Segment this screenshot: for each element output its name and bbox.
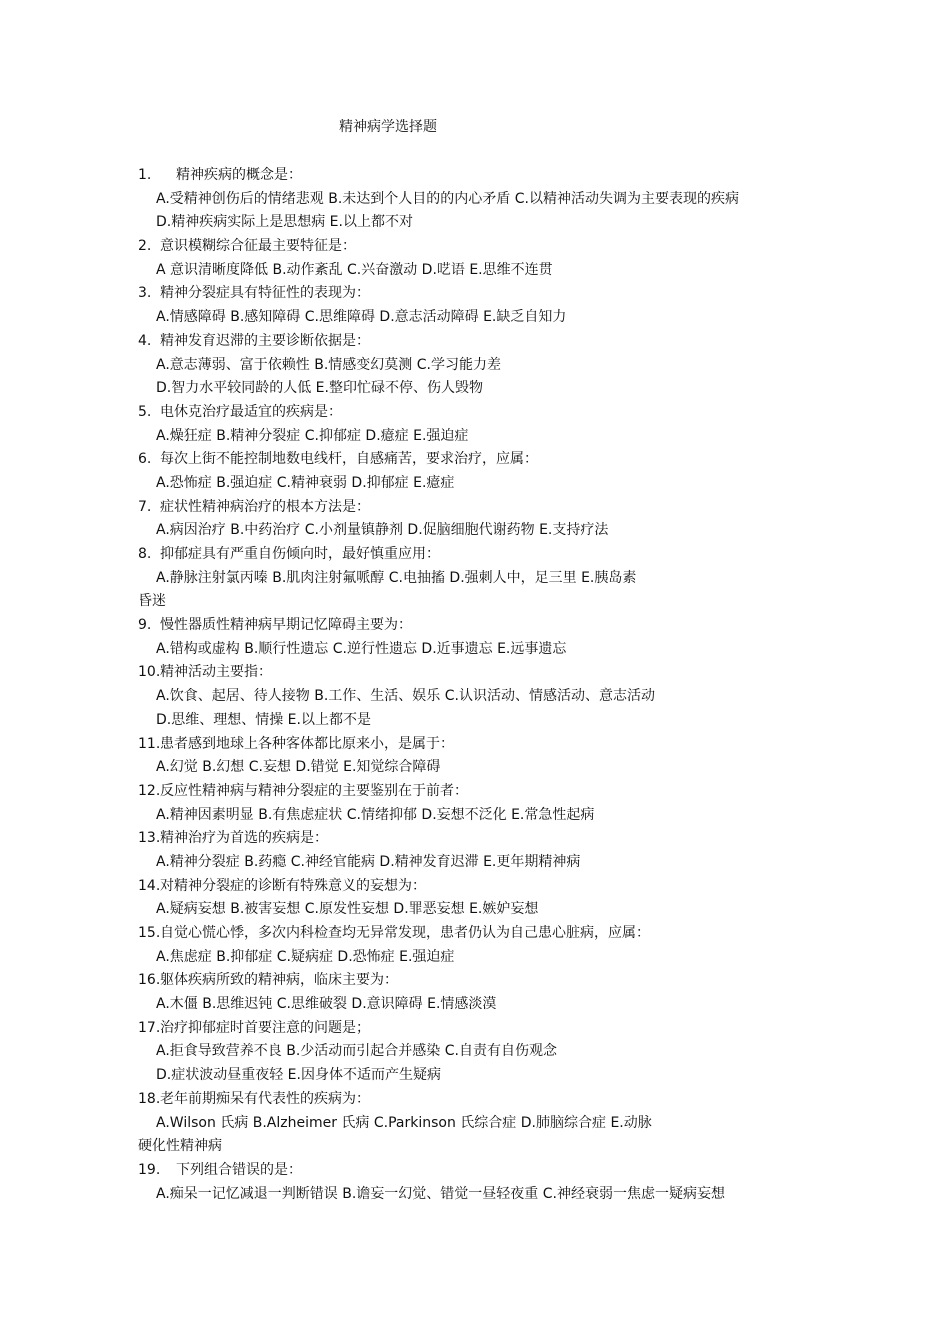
question-stem (138, 661, 828, 685)
question-number: 4. (138, 332, 152, 349)
question-stem (138, 827, 828, 851)
answer-options: D.精神疾病实际上是思想病 E.以上都不对 (156, 214, 413, 231)
question-number: 11. (138, 735, 161, 752)
answer-options-continuation: 硬化性精神病 (138, 1138, 222, 1155)
question-number: 6. (138, 451, 152, 468)
question-text: 自觉心慌心悸，多次内科检查均无异常发现，患者仍认为自己患心脏病，应属： (160, 925, 650, 941)
question-stem (138, 282, 828, 306)
question-number: 15. (138, 925, 161, 941)
question-number: 19. (138, 1161, 161, 1178)
answer-options: D.智力水平较同龄的人低 E.整印忙碌不停、伤人毁物 (156, 380, 483, 397)
answer-options: A.受精神创伤后的情绪悲观 B.未达到个人目的的内心矛盾 C.以精神活动失调为主要表现的疾病 (156, 190, 739, 207)
answer-options: A.恐怖症 B.强迫症 C.精神衰弱 D.抑郁症 E.癔症 (156, 474, 455, 491)
question-number: 12. (138, 782, 161, 799)
question-stem (138, 969, 828, 993)
answer-options: A.疑病妄想 B.被害妄想 C.原发性妄想 D.罪恶妄想 E.嫉妒妄想 (156, 901, 539, 918)
question-stem (138, 1159, 828, 1183)
answer-options: A.幻觉 B.幻想 C.妄想 D.错觉 E.知觉综合障碍 (156, 759, 441, 776)
answer-options: A.意志薄弱、富于依赖性 B.情感变幻莫测 C.学习能力差 (156, 356, 501, 373)
answer-options: A.错构或虚构 B.顺行性遗忘 C.逆行性遗忘 D.近事遗忘 E.远事遗忘 (156, 640, 567, 657)
answer-options-continuation: 昏迷 (138, 593, 166, 610)
answer-options: A.精神因素明显 B.有焦虑症状 C.情绪抑郁 D.妄想不泛化 E.常急性起病 (156, 806, 595, 823)
question-stem (138, 1088, 828, 1112)
answer-options: A.痴呆一记忆减退一判断错误 B.谵妄一幻觉、错觉一昼轻夜重 C.神经衰弱一焦虑一疑病妄想 (156, 1185, 725, 1202)
question-stem (138, 401, 828, 425)
question-number: 3. (138, 285, 152, 302)
question-number: 2. (138, 238, 152, 255)
question-text: 抑郁症具有严重自伤倾向时，最好慎重应用： (160, 546, 440, 562)
question-stem (138, 330, 828, 354)
question-text: 精神活动主要指： (160, 664, 272, 681)
question-stem (138, 780, 828, 804)
question-text: 反应性精神病与精神分裂症的主要鉴别在于前者： (160, 782, 468, 799)
question-number: 10. (138, 664, 161, 681)
question-stem (138, 164, 828, 188)
question-number: 5. (138, 403, 152, 420)
question-number: 18. (138, 1090, 161, 1107)
question-number: 1. (138, 167, 152, 183)
question-stem (138, 543, 828, 567)
question-text: 躯体疾病所致的精神病，临床主要为： (160, 972, 398, 989)
question-number: 13. (138, 830, 161, 847)
question-stem (138, 1017, 828, 1041)
question-text: 电休克治疗最适宜的疾病是： (160, 403, 342, 420)
question-number: 14. (138, 877, 161, 894)
question-text: 精神分裂症具有特征性的表现为： (160, 285, 370, 302)
question-text: 老年前期痴呆有代表性的疾病为： (160, 1090, 370, 1107)
question-text: 下列组合错误的是： (176, 1161, 302, 1178)
answer-options: A.饮食、起居、待人接物 B.工作、生活、娱乐 C.认识活动、情感活动、意志活动 (156, 688, 655, 705)
question-text: 意识模糊综合征最主要特征是： (160, 238, 356, 255)
question-text: 精神治疗为首选的疾病是： (160, 830, 328, 847)
question-number: 7. (138, 498, 152, 515)
answer-options: A.精神分裂症 B.药瘾 C.神经官能病 D.精神发育迟滞 E.更年期精神病 (156, 853, 581, 870)
answer-options: A.拒食导致营养不良 B.少活动而引起合并感染 C.自责有自伤观念 (156, 1043, 557, 1060)
question-number: 16. (138, 972, 161, 989)
page-title: 精神病学选择题 (339, 119, 437, 135)
question-text: 精神疾病的概念是： (176, 167, 302, 183)
question-stem (138, 733, 828, 757)
question-text: 对精神分裂症的诊断有特殊意义的妄想为： (160, 877, 426, 894)
question-stem (138, 922, 828, 946)
question-stem (138, 448, 828, 472)
question-number: 9. (138, 617, 152, 634)
question-list (138, 164, 828, 1206)
question-stem (138, 875, 828, 899)
question-stem (138, 496, 828, 520)
answer-options: A.木僵 B.思维迟钝 C.思维破裂 D.意识障碍 E.情感淡漠 (156, 996, 497, 1013)
answer-options: D.症状波动昼重夜轻 E.因身体不适而产生疑病 (156, 1067, 441, 1084)
question-number: 17. (138, 1019, 161, 1036)
question-text: 治疗抑郁症时首要注意的问题是； (160, 1019, 370, 1036)
question-text: 患者感到地球上各种客体都比原来小，是属于： (160, 735, 454, 752)
question-number: 8. (138, 546, 152, 562)
answer-options: A.静脉注射氯丙嗪 B.肌肉注射氟哌醇 C.电抽搐 D.强刺人中，足三里 E.胰岛素 (156, 569, 637, 586)
question-stem (138, 614, 828, 638)
question-text: 每次上街不能控制地数电线杆，自感痛苦，要求治疗，应属： (160, 451, 538, 468)
answer-options: A.Wilson 氏病 B.Alzheimer 氏病 C.Parkinson 氏综合症 D.肺脑综合症 E.动脉 (156, 1114, 652, 1131)
answer-options: A.焦虑症 B.抑郁症 C.疑病症 D.恐怖症 E.强迫症 (156, 948, 455, 965)
answer-options: A.情感障碍 B.感知障碍 C.思维障碍 D.意志活动障碍 E.缺乏自知力 (156, 309, 567, 326)
question-text: 精神发育迟滞的主要诊断依据是： (160, 332, 370, 349)
answer-options: A.病因治疗 B.中药治疗 C.小剂量镇静剂 D.促脑细胞代谢药物 E.支持疗法 (156, 522, 609, 539)
question-stem (138, 235, 828, 259)
answer-options: A.燥狂症 B.精神分裂症 C.抑郁症 D.癔症 E.强迫症 (156, 427, 469, 444)
question-text: 慢性器质性精神病早期记忆障碍主要为： (160, 617, 412, 634)
answer-options: A 意识清晰度降低 B.动作紊乱 C.兴奋激动 D.呓语 E.思维不连贯 (156, 261, 553, 278)
answer-options: D.思维、理想、情操 E.以上都不是 (156, 711, 371, 728)
question-text: 症状性精神病治疗的根本方法是： (160, 498, 370, 515)
